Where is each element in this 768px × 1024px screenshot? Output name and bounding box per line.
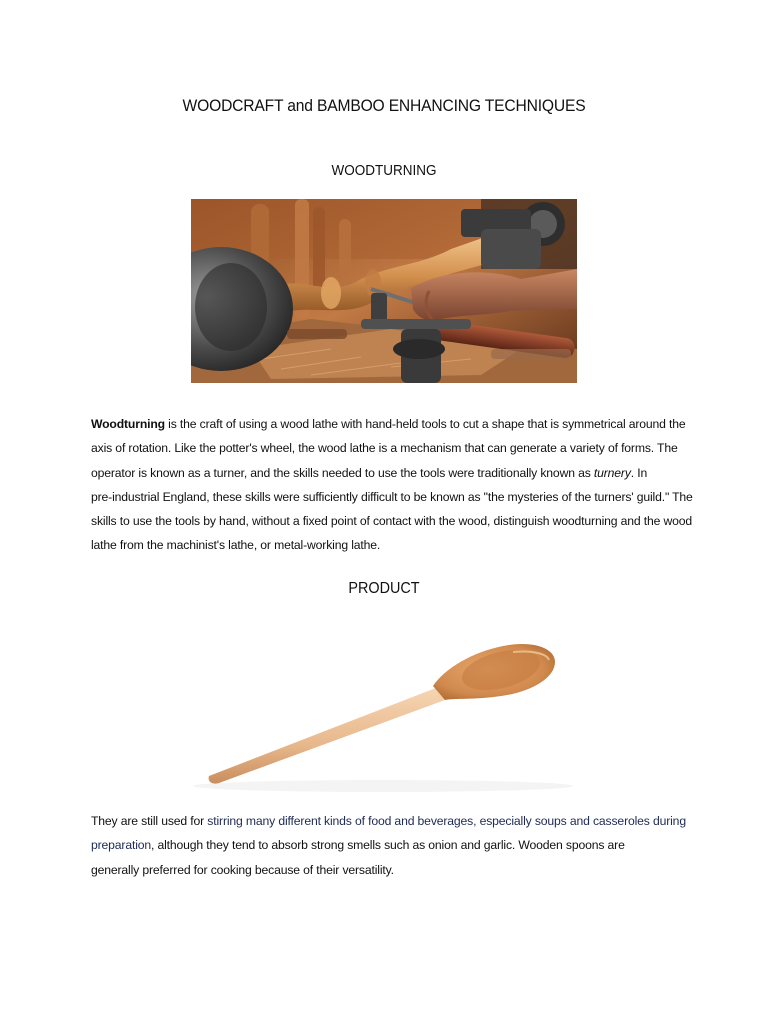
product-paragraph bbox=[91, 809, 691, 882]
metal-working-lathe-link[interactable]: metal-working lathe bbox=[274, 538, 377, 553]
preparation-link[interactable]: preparation bbox=[91, 838, 152, 853]
text-line: operator is known as a turner, and the skills needed to use the tools were traditionally known as turnery. In bbox=[91, 465, 648, 480]
page-title: WOODCRAFT and BAMBOO ENHANCING TECHNIQUES bbox=[182, 96, 586, 115]
text-line: pre-industrial England, these skills were sufficiently difficult to be known as "the mysteries of the turners' guild." The bbox=[91, 489, 693, 504]
wooden-spoon-photo bbox=[183, 638, 587, 798]
section-heading-product: PRODUCT bbox=[348, 580, 420, 597]
text-line: They are still used for stirring many different kinds of food and beverages, especially soups and casseroles during bbox=[91, 814, 686, 828]
lathe-link[interactable]: lathe bbox=[312, 417, 338, 431]
section-heading-woodturning: WOODTURNING bbox=[331, 162, 437, 179]
text-line: Woodturning is the craft of using a wood lathe with hand-held tools to cut a shape that is symmetrical around the bbox=[91, 417, 686, 431]
woodturning-lathe-photo bbox=[191, 199, 577, 383]
text-line: generally preferred for cooking because of their versatility. bbox=[91, 862, 394, 877]
woodturning-paragraph bbox=[91, 412, 691, 558]
turnery-term: turnery bbox=[593, 465, 631, 480]
stirring-link[interactable]: stirring many different kinds of food and beverages, especially soups and casseroles during bbox=[207, 814, 686, 828]
text-line: axis of rotation. Like the potter's wheel, the wood lathe is a mechanism that can generate a variety of forms. The bbox=[91, 441, 678, 456]
text-line: skills to use the tools by hand, without a fixed point of contact with the wood, distinguish woodturning and the wood bbox=[91, 514, 693, 529]
text-line: preparation, although they tend to absorb strong smells such as onion and garlic. Wooden spoons are bbox=[91, 838, 625, 853]
text-line: lathe from the machinist's lathe, or metal-working lathe. bbox=[91, 538, 381, 553]
potters-wheel-link[interactable]: potter's wheel bbox=[219, 441, 292, 456]
woodturning-term: Woodturning bbox=[91, 417, 165, 431]
